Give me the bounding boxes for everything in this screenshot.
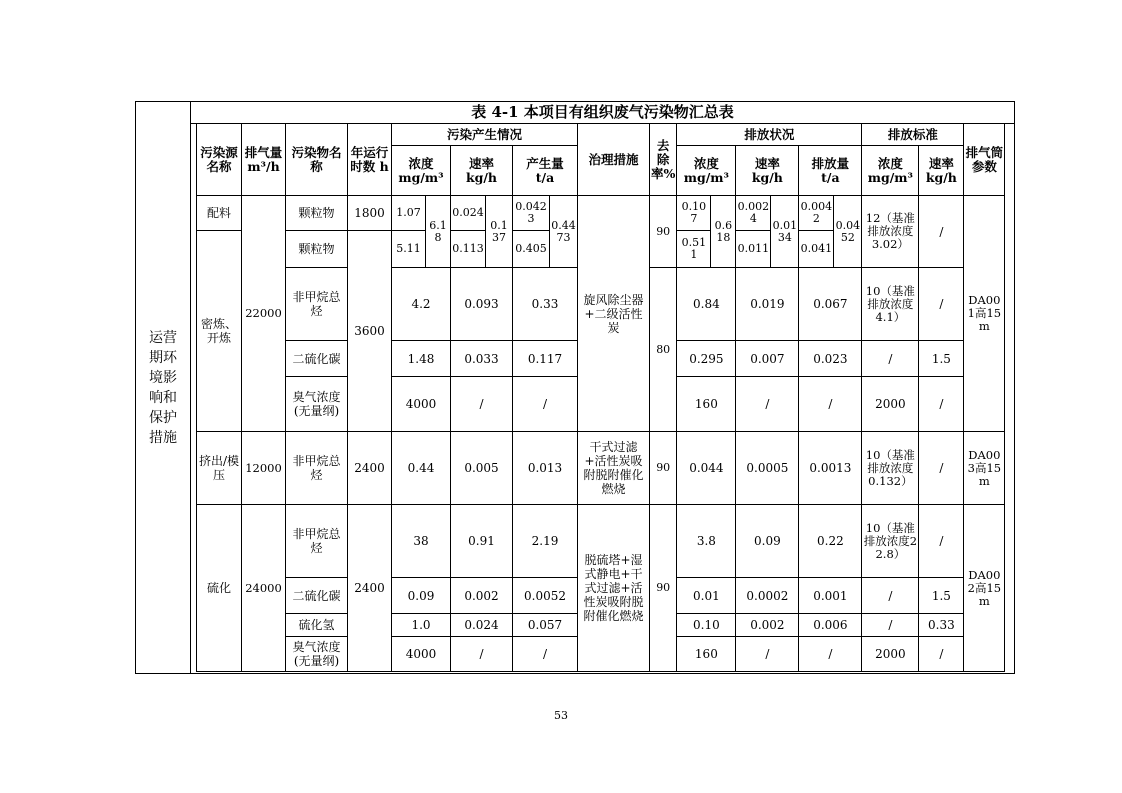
value-cell: 0.011	[736, 231, 771, 268]
value-cell: 2.19	[513, 505, 578, 578]
value-cell: 0.0052	[513, 578, 578, 614]
value-cell: 0.511	[677, 231, 711, 268]
value-cell: 0.01	[677, 578, 736, 614]
removal-cell: 80	[650, 268, 677, 432]
pollutant-cell: 二硫化碳	[286, 578, 348, 614]
value-cell: /	[451, 637, 513, 672]
exhaust-cell: 24000	[242, 505, 286, 672]
table-title: 表 4-1 本项目有组织废气污染物汇总表	[191, 102, 1014, 124]
value-cell: 0.0452	[834, 196, 862, 268]
pollutant-cell: 臭气浓度(无量纲)	[286, 377, 348, 432]
pollutant-cell: 非甲烷总烃	[286, 505, 348, 578]
hours-cell: 2400	[348, 505, 392, 672]
header-treatment: 治理措施	[578, 124, 650, 196]
value-cell: 3.8	[677, 505, 736, 578]
standard-cell: 10（基准排放浓度22.8）	[862, 505, 919, 578]
header-pollutant: 污染物名称	[286, 124, 348, 196]
value-cell: 0.0013	[799, 432, 862, 505]
value-cell: 0.91	[451, 505, 513, 578]
removal-cell: 90	[650, 505, 677, 672]
value-cell: 0.22	[799, 505, 862, 578]
value-cell: 0.405	[513, 231, 550, 268]
value-cell: 0.10	[677, 614, 736, 637]
header-gen-rate: 速率 kg/h	[451, 146, 513, 196]
value-cell: 0.0423	[513, 196, 550, 231]
header-emit-conc: 浓度 mg/m³	[677, 146, 736, 196]
value-cell: /	[919, 377, 964, 432]
source-cell: 挤出/模压	[197, 432, 242, 505]
standard-cell: 12（基准排放浓度3.02）	[862, 196, 919, 268]
value-cell: 0.0024	[736, 196, 771, 231]
value-cell: 4.2	[392, 268, 451, 341]
value-cell: /	[862, 614, 919, 637]
value-cell: 0.093	[451, 268, 513, 341]
header-emit-amount: 排放量 t/a	[799, 146, 862, 196]
value-cell: /	[736, 377, 799, 432]
header-gen-amount: 产生量 t/a	[513, 146, 578, 196]
value-cell: 0.0042	[799, 196, 834, 231]
value-cell: 0.067	[799, 268, 862, 341]
header-std-rate: 速率 kg/h	[919, 146, 964, 196]
value-cell: /	[919, 196, 964, 268]
removal-cell: 90	[650, 196, 677, 268]
stack-cell: DA002高15m	[964, 505, 1005, 672]
value-cell: /	[799, 377, 862, 432]
value-cell: 0.4473	[550, 196, 578, 268]
page-number: 53	[554, 709, 568, 722]
value-cell: 2000	[862, 377, 919, 432]
side-section-label: 运营期环境影响和保护措施	[136, 102, 191, 674]
value-cell: 0.002	[451, 578, 513, 614]
exhaust-cell: 12000	[242, 432, 286, 505]
header-exhaust: 排气量 m³/h	[242, 124, 286, 196]
exhaust-cell: 22000	[242, 196, 286, 432]
header-gen-conc: 浓度 mg/m³	[392, 146, 451, 196]
value-cell: 0.84	[677, 268, 736, 341]
value-cell: 0.033	[451, 341, 513, 377]
value-cell: 1.48	[392, 341, 451, 377]
value-cell: 0.013	[513, 432, 578, 505]
treatment-cell: 脱硫塔+湿式静电+干式过滤+活性炭吸附脱附催化燃烧	[578, 505, 650, 672]
source-cell: 配料	[197, 196, 242, 231]
value-cell: 1.5	[919, 341, 964, 377]
value-cell: 1.0	[392, 614, 451, 637]
header-emission: 排放状况	[677, 124, 862, 146]
value-cell: 1.07	[392, 196, 426, 231]
header-source: 污染源名称	[197, 124, 242, 196]
standard-cell: 10（基准排放浓度4.1）	[862, 268, 919, 341]
value-cell: 0.024	[451, 196, 486, 231]
value-cell: /	[513, 377, 578, 432]
value-cell: 2000	[862, 637, 919, 672]
hours-cell: 2400	[348, 432, 392, 505]
value-cell: 0.0002	[736, 578, 799, 614]
value-cell: 0.006	[799, 614, 862, 637]
treatment-cell: 旋风除尘器+二级活性炭	[578, 196, 650, 432]
value-cell: /	[919, 505, 964, 578]
value-cell: 0.107	[677, 196, 711, 231]
value-cell: 0.019	[736, 268, 799, 341]
value-cell: 0.09	[736, 505, 799, 578]
value-cell: 38	[392, 505, 451, 578]
hours-cell: 1800	[348, 196, 392, 231]
value-cell: 160	[677, 637, 736, 672]
source-cell: 硫化	[197, 505, 242, 672]
source-cell: 密炼、开炼	[197, 231, 242, 432]
hours-cell: 3600	[348, 231, 392, 432]
value-cell: /	[513, 637, 578, 672]
value-cell: 0.618	[711, 196, 736, 268]
removal-cell: 90	[650, 432, 677, 505]
value-cell: /	[919, 432, 964, 505]
header-stack: 排气筒参数	[964, 124, 1005, 196]
value-cell: 0.0134	[771, 196, 799, 268]
table-area	[191, 102, 1015, 674]
value-cell: 0.002	[736, 614, 799, 637]
value-cell: 4000	[392, 377, 451, 432]
value-cell: 160	[677, 377, 736, 432]
value-cell: 1.5	[919, 578, 964, 614]
value-cell: 0.044	[677, 432, 736, 505]
value-cell: 0.113	[451, 231, 486, 268]
header-hours: 年运行时数 h	[348, 124, 392, 196]
header-generation: 污染产生情况	[392, 124, 578, 146]
pollutant-cell: 非甲烷总烃	[286, 432, 348, 505]
header-std-conc: 浓度 mg/m³	[862, 146, 919, 196]
value-cell: 0.007	[736, 341, 799, 377]
value-cell: 0.001	[799, 578, 862, 614]
value-cell: 0.44	[392, 432, 451, 505]
header-emit-rate: 速率 kg/h	[736, 146, 799, 196]
value-cell: 0.041	[799, 231, 834, 268]
outer-frame	[135, 101, 1015, 674]
value-cell: 0.137	[486, 196, 513, 268]
value-cell: 4000	[392, 637, 451, 672]
value-cell: /	[919, 637, 964, 672]
emission-table	[196, 123, 1005, 672]
value-cell: /	[799, 637, 862, 672]
stack-cell: DA001高15m	[964, 196, 1005, 432]
stack-cell: DA003高15m	[964, 432, 1005, 505]
value-cell: /	[862, 578, 919, 614]
pollutant-cell: 臭气浓度(无量纲)	[286, 637, 348, 672]
value-cell: 0.057	[513, 614, 578, 637]
pollutant-cell: 颗粒物	[286, 231, 348, 268]
standard-cell: 10（基准排放浓度0.132）	[862, 432, 919, 505]
value-cell: /	[919, 268, 964, 341]
pollutant-cell: 硫化氢	[286, 614, 348, 637]
value-cell: 0.09	[392, 578, 451, 614]
header-removal: 去除率%	[650, 124, 677, 196]
value-cell: 6.18	[426, 196, 451, 268]
treatment-cell: 干式过滤+活性炭吸附脱附催化燃烧	[578, 432, 650, 505]
value-cell: 0.0005	[736, 432, 799, 505]
pollutant-cell: 二硫化碳	[286, 341, 348, 377]
value-cell: 0.024	[451, 614, 513, 637]
value-cell: 0.023	[799, 341, 862, 377]
value-cell: 0.117	[513, 341, 578, 377]
pollutant-cell: 颗粒物	[286, 196, 348, 231]
value-cell: 0.33	[919, 614, 964, 637]
value-cell: 0.33	[513, 268, 578, 341]
header-standard: 排放标准	[862, 124, 964, 146]
value-cell: /	[451, 377, 513, 432]
value-cell: 0.005	[451, 432, 513, 505]
value-cell: 0.295	[677, 341, 736, 377]
value-cell: /	[736, 637, 799, 672]
value-cell: /	[862, 341, 919, 377]
pollutant-cell: 非甲烷总烃	[286, 268, 348, 341]
value-cell: 5.11	[392, 231, 426, 268]
